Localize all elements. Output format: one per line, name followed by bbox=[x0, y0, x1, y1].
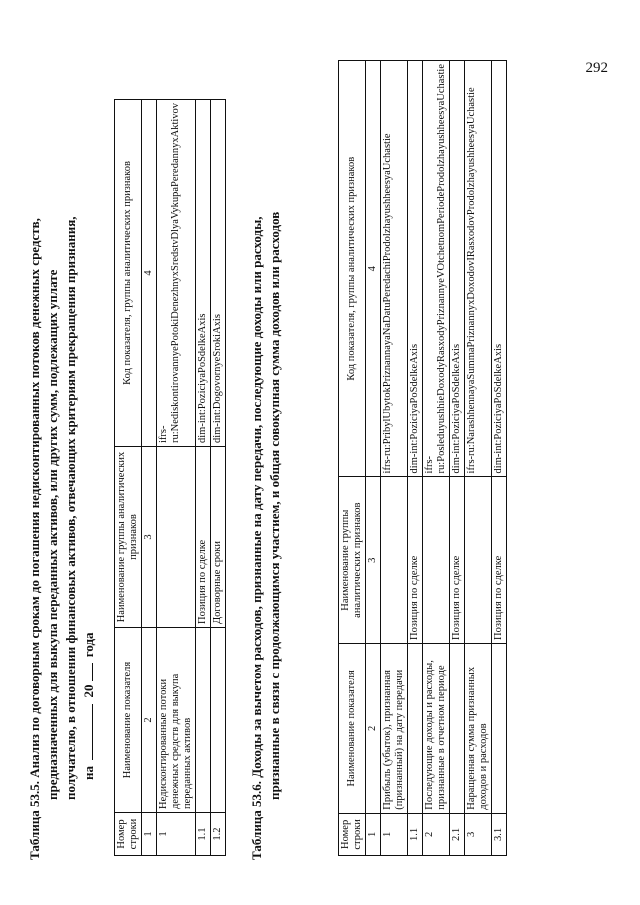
indicator-code: dim-int:PoziciyaPoSdelkeAxis bbox=[196, 99, 211, 446]
title-line: получателю, в отношении финансовых активов, отвечающих критериям прекращения признания, bbox=[63, 216, 78, 800]
table-row bbox=[492, 61, 507, 856]
indicator-code: ifrs-ru:PribylUbytokPriznannayaNaDatuPeredachiProdolzhayushheesyaUchastie bbox=[381, 61, 408, 477]
table-53-5-title bbox=[26, 60, 98, 860]
header-row-number: Номер строки bbox=[339, 813, 366, 855]
title-line: признанные в связи с продолжающимся участием, и общая совокупная сумма доходов или расходов bbox=[267, 211, 282, 800]
row-number: 3 bbox=[465, 813, 492, 855]
page-number: 292 bbox=[585, 60, 608, 76]
indicator-name bbox=[450, 643, 465, 813]
indicator-code: dim-int:DogovornyeSrokiAxis bbox=[211, 99, 226, 446]
header-row bbox=[339, 61, 366, 856]
table-53-6 bbox=[338, 60, 507, 856]
column-number: 4 bbox=[366, 61, 381, 477]
column-number: 3 bbox=[366, 477, 381, 644]
column-number-row bbox=[366, 61, 381, 856]
row-number: 2 bbox=[423, 813, 450, 855]
year-blank bbox=[80, 664, 93, 682]
indicator-name bbox=[492, 643, 507, 813]
indicator-code: ifrs-ru:PosleduyushhieDoxodyRasxodyPriznannyeVOtchetnomPeriodeProdolzhayushheesyaUchastie bbox=[423, 61, 450, 477]
indicator-name: Наращенная сумма признанных доходов и расходов bbox=[465, 643, 492, 813]
row-number: 1 bbox=[381, 813, 408, 855]
date-blank bbox=[80, 704, 93, 760]
header-code: Код показателя, группы аналитических признаков bbox=[339, 61, 366, 477]
row-number: 1.1 bbox=[196, 813, 211, 856]
date-suffix: года bbox=[81, 632, 96, 658]
date-year-prefix: 20 bbox=[81, 684, 96, 698]
table-row bbox=[423, 61, 450, 856]
column-number: 4 bbox=[142, 99, 157, 446]
rotated-page-content bbox=[20, 60, 620, 860]
table-row bbox=[381, 61, 408, 856]
indicator-name: Недисконтированные потоки денежных средств для выкупа переданных активов bbox=[157, 628, 196, 813]
header-group-name: Наименование группы аналитических признаков bbox=[339, 477, 366, 644]
group-name bbox=[157, 447, 196, 628]
group-name: Позиция по сделке bbox=[408, 477, 423, 644]
title-line: предназначенных для выкупа переданных активов, или других сумм, подлежащих уплате bbox=[45, 269, 60, 800]
header-indicator-name: Наименование показателя bbox=[115, 628, 142, 813]
title-line: Таблица 53.6. Доходы за вычетом расходов, признанные на дату передачи, последующие доходы или расходы, bbox=[249, 216, 264, 860]
group-name bbox=[465, 477, 492, 644]
indicator-code: ifrs-ru:NarashhennayaSummaPriznannyxDoxodovIRasxodovProdolzhayushheesyaUchastie bbox=[465, 61, 492, 477]
indicator-code: ifrs-ru:NediskontirovannyePotokiDenezhnyxSredstvDlyaVykupaPeredannyxAktivov bbox=[157, 99, 196, 446]
indicator-code: dim-int:PoziciyaPoSdelkeAxis bbox=[450, 61, 465, 477]
column-number: 1 bbox=[366, 813, 381, 855]
indicator-name bbox=[408, 643, 423, 813]
row-number: 2.1 bbox=[450, 813, 465, 855]
table-row bbox=[408, 61, 423, 856]
table-row bbox=[196, 99, 211, 855]
table-53-5 bbox=[114, 99, 226, 856]
column-number: 1 bbox=[142, 813, 157, 856]
group-name bbox=[423, 477, 450, 644]
title-line: Таблица 53.5. Анализ по договорным срокам до погашения недисконтированных потоков денежных средств, bbox=[27, 218, 42, 860]
report-date-line bbox=[80, 60, 98, 860]
group-name: Позиция по сделке bbox=[196, 447, 211, 628]
row-number: 1 bbox=[157, 813, 196, 856]
table-row bbox=[211, 99, 226, 855]
header-group-name: Наименование группы аналитических признаков bbox=[115, 447, 142, 628]
column-number: 2 bbox=[142, 628, 157, 813]
indicator-code: dim-int:PoziciyaPoSdelkeAxis bbox=[408, 61, 423, 477]
indicator-name bbox=[211, 628, 226, 813]
row-number: 1.2 bbox=[211, 813, 226, 856]
group-name: Позиция по сделке bbox=[492, 477, 507, 644]
column-number: 2 bbox=[366, 643, 381, 813]
header-row-number: Номер строки bbox=[115, 813, 142, 856]
row-number: 1.1 bbox=[408, 813, 423, 855]
column-number-row bbox=[142, 99, 157, 855]
table-row bbox=[157, 99, 196, 855]
header-indicator-name: Наименование показателя bbox=[339, 643, 366, 813]
group-name bbox=[381, 477, 408, 644]
indicator-code: dim-int:PoziciyaPoSdelkeAxis bbox=[492, 61, 507, 477]
table-row bbox=[450, 61, 465, 856]
group-name: Позиция по сделке bbox=[450, 477, 465, 644]
column-number: 3 bbox=[142, 447, 157, 628]
date-prefix: на bbox=[81, 766, 96, 780]
indicator-name bbox=[196, 628, 211, 813]
indicator-name: Прибыль (убыток), признанная (признанный) на дату передачи bbox=[381, 643, 408, 813]
table-53-6-title bbox=[248, 60, 284, 860]
table-row bbox=[465, 61, 492, 856]
header-row bbox=[115, 99, 142, 855]
header-code: Код показателя, группы аналитических признаков bbox=[115, 99, 142, 446]
row-number: 3.1 bbox=[492, 813, 507, 855]
indicator-name: Последующие доходы и расходы, признанные в отчетном периоде bbox=[423, 643, 450, 813]
group-name: Договорные сроки bbox=[211, 447, 226, 628]
